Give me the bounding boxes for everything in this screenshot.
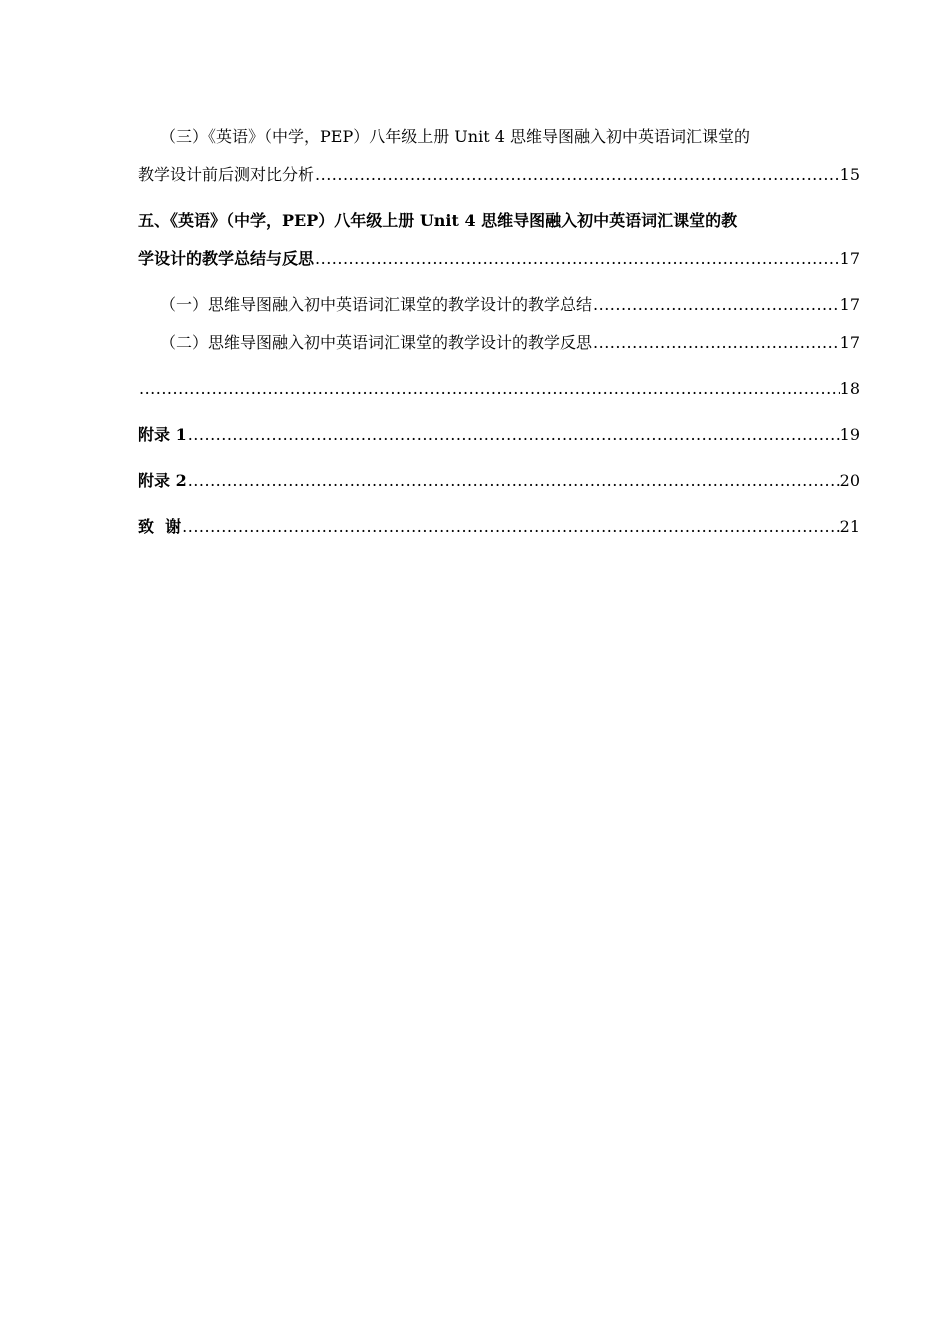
- toc-entry-text: 附录 1: [138, 425, 187, 444]
- toc-dot-leader: [187, 416, 840, 454]
- toc-entry-text: 附录 2: [138, 471, 187, 490]
- toc-dot-leader: [314, 156, 840, 194]
- toc-dot-leader: [138, 370, 840, 408]
- toc-dot-leader: [187, 462, 840, 500]
- toc-entry-appendix-2[interactable]: [138, 462, 860, 500]
- toc-entry-text: （一）思维导图融入初中英语词汇课堂的教学设计的教学总结: [160, 295, 593, 314]
- toc-entry-appendix-1[interactable]: [138, 416, 860, 454]
- toc-page-number: 15: [839, 165, 860, 184]
- toc-page-number: 17: [839, 295, 860, 314]
- toc-entry-text-line1: 五、《英语》（中学，PEP）八年级上册 Unit 4 思维导图融入初中英语词汇课堂的教: [138, 211, 738, 230]
- toc-page-number: 18: [839, 379, 860, 398]
- toc-page-number: 17: [839, 249, 860, 268]
- toc-entry-section-5-1[interactable]: [138, 286, 860, 324]
- toc-dot-leader: [181, 508, 839, 546]
- toc-entry-section-5-2[interactable]: [138, 324, 860, 362]
- toc-dot-leader: [592, 286, 840, 324]
- toc-page-number: 21: [839, 517, 860, 536]
- toc-entry-text: （二）思维导图融入初中英语词汇课堂的教学设计的教学反思: [160, 333, 593, 352]
- toc-page-number: 17: [839, 333, 860, 352]
- toc-page-number: 20: [839, 471, 860, 490]
- toc-entry-text-line2: 学设计的教学总结与反思: [138, 249, 315, 268]
- toc-entry-text-line1: （三）《英语》（中学，PEP）八年级上册 Unit 4 思维导图融入初中英语词汇课堂的: [160, 127, 750, 146]
- toc-entry-text-line2: 教学设计前后测对比分析: [138, 165, 315, 184]
- toc-dot-leader: [314, 240, 840, 278]
- toc-entry-section-3[interactable]: [138, 118, 860, 194]
- toc-entry-untitled[interactable]: [138, 370, 860, 408]
- toc-dot-leader: [592, 324, 840, 362]
- toc-entry-acknowledgements[interactable]: [138, 508, 860, 546]
- table-of-contents: [138, 118, 860, 546]
- toc-entry-text: 致 谢: [138, 517, 182, 536]
- toc-page-number: 19: [839, 425, 860, 444]
- toc-entry-chapter-5[interactable]: [138, 202, 860, 278]
